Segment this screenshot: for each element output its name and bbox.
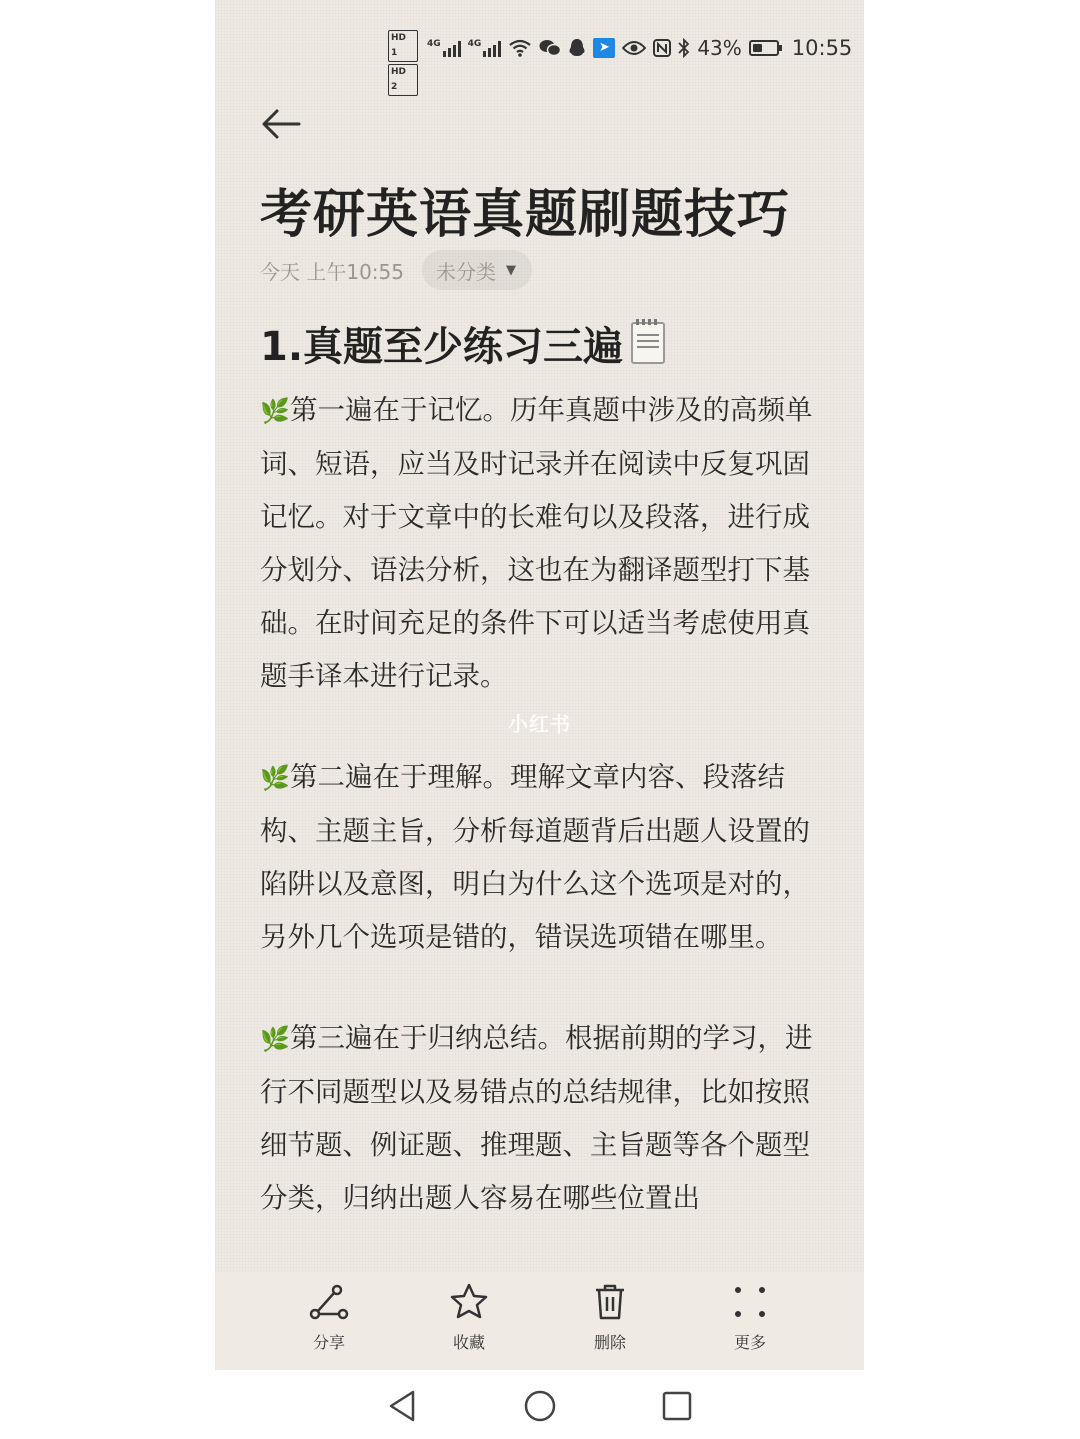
note-meta — [260, 250, 532, 290]
favorite-label: 收藏 — [452, 1333, 485, 1352]
share-button[interactable] — [279, 1282, 379, 1353]
favorite-button[interactable] — [419, 1282, 519, 1353]
leaf-icon: 🌿 — [260, 397, 290, 425]
wechat-icon — [539, 39, 561, 57]
network1-label: 4G — [427, 39, 441, 49]
more-button[interactable] — [700, 1282, 800, 1353]
bluetooth-icon — [678, 38, 690, 58]
share-label: 分享 — [312, 1333, 345, 1352]
network2-label: 4G — [467, 39, 482, 49]
clock: 10:55 — [791, 36, 853, 60]
wifi-icon — [508, 39, 532, 57]
paragraph-1 — [260, 384, 825, 703]
paragraph-2-text: 第二遍在于理解。理解文章内容、段落结构、主题主旨，分析每道题背后出题人设置的陷阱以及意图，明白为什么这个选项是对的，另外几个选项是错的，错误选项错在哪里。 — [260, 761, 810, 953]
eye-icon — [622, 40, 646, 56]
leaf-icon: 🌿 — [260, 764, 290, 792]
signal-icon — [427, 39, 461, 57]
more-label: 更多 — [733, 1333, 766, 1352]
star-icon — [447, 1282, 491, 1322]
notepad-icon — [631, 322, 665, 364]
section-heading — [260, 312, 825, 374]
nav-home-icon[interactable] — [520, 1386, 560, 1426]
paragraph-2 — [260, 751, 825, 964]
note-title[interactable]: 考研英语真题刷题技巧 — [260, 185, 791, 245]
dropdown-arrow-icon: ▼ — [506, 262, 516, 278]
paragraph-1-text: 第一遍在于记忆。历年真题中涉及的高频单词、短语，应当及时记录并在阅读中反复巩固记忆。对于文章中的长难句以及段落，进行成分划分、语法分析，这也在为翻译题型打下基础。在时间充足的条件下可以适当考虑使用真题手译本进行记录。 — [260, 394, 813, 692]
delete-label: 删除 — [593, 1333, 626, 1352]
sim-indicators — [388, 30, 420, 98]
heading-text: 1.真题至少练习三遍 — [260, 323, 624, 370]
delete-button[interactable] — [560, 1282, 660, 1353]
note-date: 今天 上午10:55 — [260, 259, 404, 284]
leaf-icon: 🌿 — [260, 1025, 290, 1053]
trash-icon — [588, 1282, 632, 1322]
more-dots-icon — [728, 1282, 772, 1322]
signal-icon-2 — [468, 39, 502, 57]
nav-back-icon[interactable] — [382, 1386, 422, 1426]
paragraph-3 — [260, 1012, 825, 1225]
category-label: 未分类 — [436, 259, 496, 284]
paragraph-3-text: 第三遍在于归纳总结。根据前期的学习，进行不同题型以及易错点的总结规律，比如按照细节题、例证题、推理题、主旨题等各个题型分类，归纳出题人容易在哪些位置出 — [260, 1022, 813, 1214]
battery-percent: 43% — [697, 36, 742, 60]
back-arrow-icon[interactable] — [259, 104, 303, 144]
sim2-label: HD 2 — [388, 64, 418, 96]
nav-recents-icon[interactable] — [657, 1386, 697, 1426]
share-icon — [307, 1282, 351, 1322]
status-bar — [215, 28, 864, 92]
nfc-icon — [653, 39, 671, 57]
system-nav-bar — [0, 1370, 1080, 1439]
note-body[interactable] — [260, 312, 825, 1225]
battery-icon — [749, 40, 779, 56]
note-screen — [215, 0, 864, 1370]
bottom-toolbar — [215, 1272, 864, 1370]
qq-icon — [568, 38, 586, 58]
app-icon: ➤ — [593, 38, 615, 58]
category-dropdown[interactable] — [422, 250, 532, 290]
watermark: 小红书 — [508, 712, 571, 736]
sim1-label: HD 1 — [388, 30, 418, 62]
